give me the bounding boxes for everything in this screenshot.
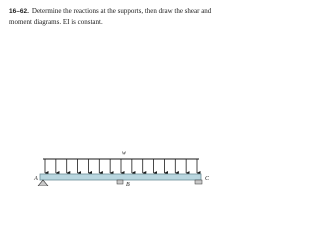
support-c [195, 180, 202, 184]
support-label-c: C [204, 176, 210, 182]
roller-support-c [195, 180, 202, 184]
load-arrows [45, 159, 197, 173]
support-label-b: B [126, 182, 130, 186]
beam [40, 174, 201, 180]
roller-support-b [117, 180, 123, 184]
load-label: w [121, 150, 127, 157]
pin-support-a [38, 180, 48, 186]
support-a [38, 180, 48, 186]
support-label-a: A [34, 176, 38, 182]
problem-text: Determine the reactions at the supports, then draw the shear and moment diagrams. EI is constant. [9, 7, 212, 26]
support-b [117, 180, 123, 184]
distributed-load [43, 151, 199, 174]
problem-number: 16–62. [9, 8, 29, 15]
